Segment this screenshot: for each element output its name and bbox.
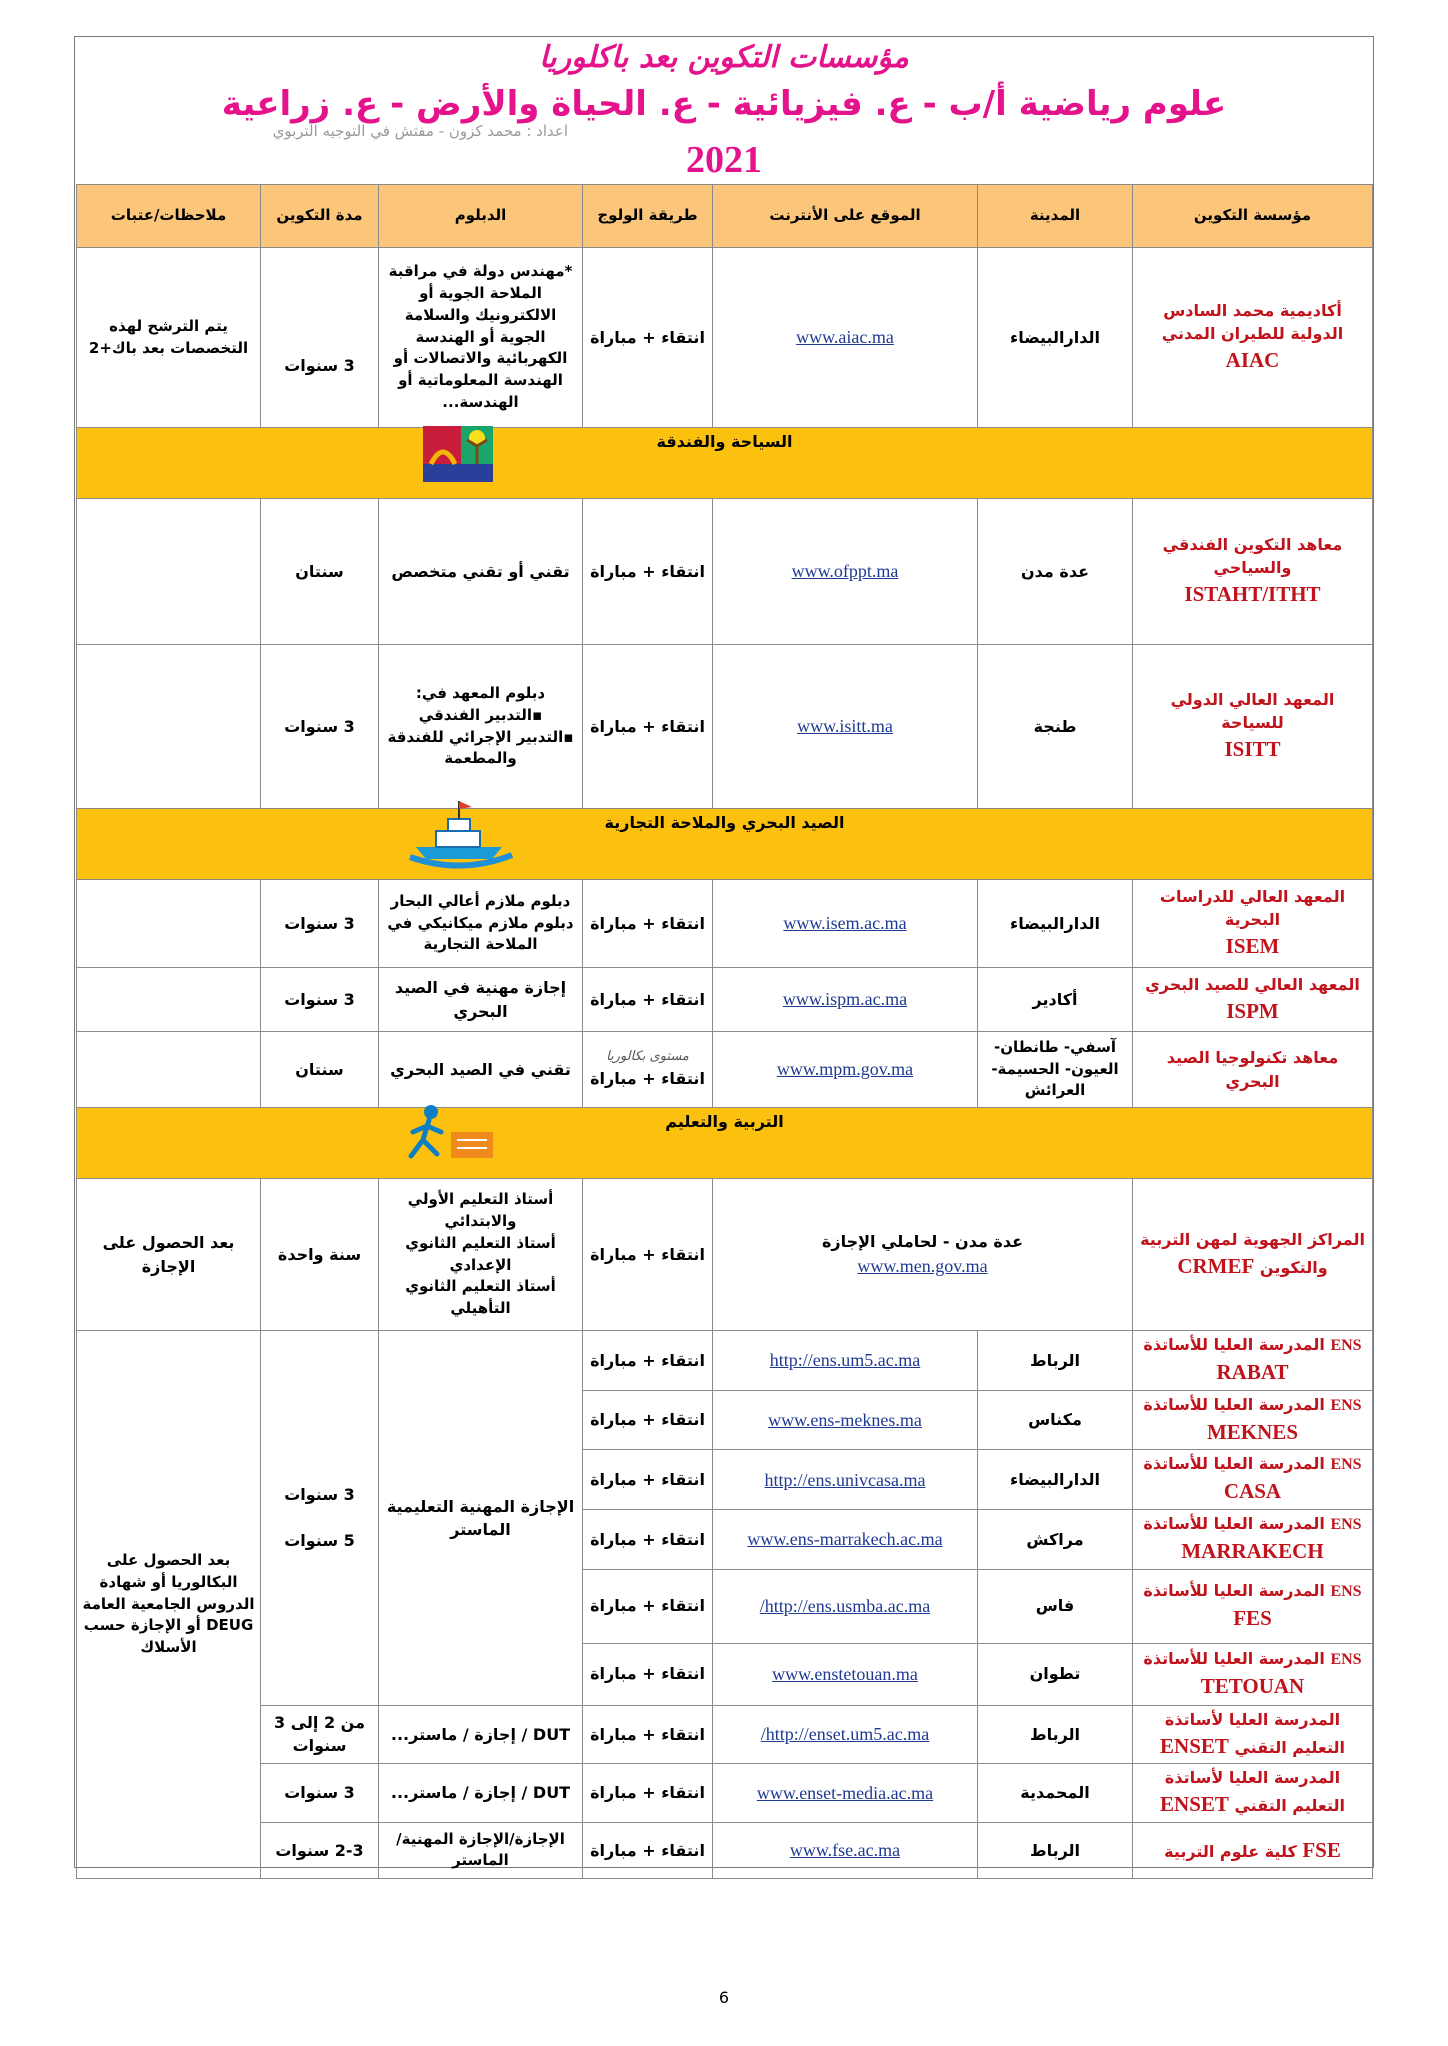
diploma-cell: تقني أو تقني متخصص [379, 499, 583, 645]
author-credit: اعداد : محمد كزون - مفتش في التوجيه التربوي [272, 122, 568, 140]
institution-cell: FSE كلية علوم التربية [1133, 1822, 1373, 1878]
city-cell: الرباط [978, 1331, 1133, 1391]
website-cell [713, 1643, 978, 1705]
access-cell: انتقاء + مباراة [583, 1822, 713, 1878]
city-cell: الدارالبيضاء [978, 1450, 1133, 1510]
website-link[interactable]: www.ens-marrakech.ac.ma [747, 1529, 943, 1550]
website-cell [713, 1390, 978, 1450]
city-cell: آسفي- طانطان- العيون- الحسيمة- العرائش [978, 1032, 1133, 1108]
table-row [77, 645, 1373, 809]
table-row [77, 1764, 1373, 1823]
table-row [77, 248, 1373, 428]
diploma-cell: دبلوم ملازم أعالي البحار دبلوم ملازم ميكانيكي في الملاحة التجارية [379, 880, 583, 968]
website-link[interactable]: http://ens.usmba.ac.ma/ [759, 1595, 931, 1616]
diploma-cell: الإجازة/الإجازة المهنية/الماستر [379, 1822, 583, 1878]
duration-cell: 3 سنوات [261, 1764, 379, 1823]
notes-cell: يتم الترشح لهذه التخصصات بعد باك+2 [77, 248, 261, 428]
website-link[interactable]: www.enstetouan.ma [772, 1663, 918, 1684]
diploma-cell: *مهندس دولة في مراقبة الملاحة الجوية أو الالكترونيك والسلامة الجوية أو الهندسة الكهربائية والاتصالات أو الهندسة المعلوماتية أو الهندسة... [379, 248, 583, 428]
access-cell: انتقاء + مباراة [583, 1569, 713, 1643]
col-notes: ملاحظات/عتبات [77, 185, 261, 248]
duration-cell: 3 سنوات [261, 248, 379, 428]
website-cell [713, 499, 978, 645]
city-cell: فاس [978, 1569, 1133, 1643]
institution-cell: المعهد العالي للدراسات البحرية ISEM [1133, 880, 1373, 968]
col-city: المدينة [978, 185, 1133, 248]
website-link[interactable]: http://ens.univcasa.ma [764, 1469, 926, 1490]
access-cell: مستوى بكالوريا انتقاء + مباراة [583, 1032, 713, 1108]
city-cell: الرباط [978, 1705, 1133, 1764]
website-cell [713, 1032, 978, 1108]
duration-cell: سنتان [261, 1032, 379, 1108]
website-link[interactable]: http://enset.um5.ac.ma/ [760, 1724, 930, 1745]
table-row [77, 499, 1373, 645]
institution-cell: ENS المدرسة العليا للأساتذة RABAT [1133, 1331, 1373, 1391]
website-cell [713, 1764, 978, 1823]
website-link[interactable]: www.isitt.ma [797, 716, 893, 737]
institution-cell: المراكز الجهوية لمهن التربية والتكوين CRMEF [1133, 1179, 1373, 1331]
page-subtitle: علوم رياضية أ/ب - ع. فيزيائية - ع. الحياة والأرض - ع. زراعية [221, 84, 1227, 124]
notes-cell [77, 1032, 261, 1108]
access-cell: انتقاء + مباراة [583, 1643, 713, 1705]
institution-cell: ENS المدرسة العليا للأساتذة MARRAKECH [1133, 1509, 1373, 1569]
table-header-row [77, 185, 1373, 248]
col-diploma: الدبلوم [379, 185, 583, 248]
duration-cell: 3 سنوات 5 سنوات [261, 1331, 379, 1706]
website-cell [713, 968, 978, 1032]
website-cell [713, 880, 978, 968]
access-cell: انتقاء + مباراة [583, 1331, 713, 1391]
city-cell: أكادير [978, 968, 1133, 1032]
notes-cell [77, 645, 261, 809]
website-link[interactable]: www.ofppt.ma [791, 561, 899, 582]
city-cell: الدارالبيضاء [978, 880, 1133, 968]
website-cell [713, 645, 978, 809]
website-cell [713, 1331, 978, 1391]
institution-cell: ENS المدرسة العليا للأساتذة CASA [1133, 1450, 1373, 1510]
section-tourism [77, 428, 1373, 499]
website-cell [713, 1569, 978, 1643]
section-label: الصيد البحري والملاحة التجارية [604, 813, 845, 832]
page-number: 6 [718, 1988, 730, 2007]
table-row [77, 1705, 1373, 1764]
city-cell: عدة مدن [978, 499, 1133, 645]
website-link[interactable]: http://ens.um5.ac.ma [769, 1350, 921, 1371]
access-cell: انتقاء + مباراة [583, 1509, 713, 1569]
website-cell [713, 248, 978, 428]
diploma-cell: إجازة مهنية في الصيد البحري [379, 968, 583, 1032]
institution-cell: معاهد التكوين الفندقي والسياحي ISTAHT/ITHT [1133, 499, 1373, 645]
col-institution: مؤسسة التكوين [1133, 185, 1373, 248]
diploma-cell: الإجازة المهنية التعليمية الماستر [379, 1331, 583, 1706]
title-block [76, 38, 1372, 184]
notes-cell [77, 499, 261, 645]
access-cell: انتقاء + مباراة [583, 1764, 713, 1823]
website-link[interactable]: www.men.gov.ma [857, 1256, 988, 1277]
institution-cell: المعهد العالي الدولي للسياحة ISITT [1133, 645, 1373, 809]
col-access: طريقة الولوج [583, 185, 713, 248]
duration-cell: 3 سنوات [261, 968, 379, 1032]
table-row [77, 1032, 1373, 1108]
table-row [77, 1331, 1373, 1391]
duration-cell: سنة واحدة [261, 1179, 379, 1331]
website-cell [713, 1450, 978, 1510]
website-cell [713, 1509, 978, 1569]
institution-cell: ENS المدرسة العليا للأساتذة TETOUAN [1133, 1643, 1373, 1705]
website-cell [713, 1822, 978, 1878]
city-cell: المحمدية [978, 1764, 1133, 1823]
city-website-cell: عدة مدن - لحاملي الإجازة www.men.gov.ma [713, 1179, 1133, 1331]
institution-cell: المعهد العالي للصيد البحري ISPM [1133, 968, 1373, 1032]
website-link[interactable]: www.fse.ac.ma [789, 1840, 901, 1861]
city-cell: الرباط [978, 1822, 1133, 1878]
table-row [77, 880, 1373, 968]
notes-cell [77, 968, 261, 1032]
notes-cell: بعد الحصول على البكالوريا أو شهادة الدروس الجامعية العامة DEUG أو الإجازة حسب الأسلاك [77, 1331, 261, 1879]
institutions-table [76, 184, 1373, 1879]
duration-cell: سنتان [261, 499, 379, 645]
institution-cell: أكاديمية محمد السادس الدولية للطيران المدني AIAC [1133, 248, 1373, 428]
access-cell: انتقاء + مباراة [583, 1390, 713, 1450]
website-link[interactable]: www.mpm.gov.ma [776, 1059, 914, 1080]
section-education [77, 1108, 1373, 1179]
website-cell [713, 1705, 978, 1764]
website-link[interactable]: www.enset-media.ac.ma [756, 1782, 934, 1803]
website-link[interactable]: www.ens-meknes.ma [768, 1409, 922, 1430]
access-cell: انتقاء + مباراة [583, 248, 713, 428]
duration-cell: 3 سنوات [261, 880, 379, 968]
section-label: التربية والتعليم [665, 1112, 784, 1131]
table-row [77, 968, 1373, 1032]
city-cell: الدارالبيضاء [978, 248, 1133, 428]
website-link[interactable]: www.ispm.ac.ma [782, 989, 908, 1010]
institution-cell: ENS المدرسة العليا للأساتذة MEKNES [1133, 1390, 1373, 1450]
col-website: الموقع على الأنترنت [713, 185, 978, 248]
access-cell: انتقاء + مباراة [583, 1179, 713, 1331]
section-maritime [77, 809, 1373, 880]
page-year: 2021 [686, 139, 762, 181]
diploma-cell: أستاذ التعليم الأولي والابتدائي أستاذ التعليم الثانوي الإعدادي أستاذ التعليم الثانوي التأهيلي [379, 1179, 583, 1331]
notes-cell: بعد الحصول على الإجازة [77, 1179, 261, 1331]
institution-cell: المدرسة العليا لأساتذة التعليم التقني ENSET [1133, 1764, 1373, 1823]
duration-cell: 2-3 سنوات [261, 1822, 379, 1878]
table-row [77, 1179, 1373, 1331]
website-link[interactable]: www.aiac.ma [796, 327, 894, 348]
website-link[interactable]: www.isem.ac.ma [783, 913, 907, 934]
ship-icon [406, 797, 516, 877]
duration-cell: 3 سنوات [261, 645, 379, 809]
runner-icon [401, 1102, 501, 1176]
institution-cell: معاهد تكنولوجيا الصيد البحري [1133, 1032, 1373, 1108]
page-title: مؤسسات التكوين بعد باكلوريا [539, 40, 909, 75]
access-cell: انتقاء + مباراة [583, 968, 713, 1032]
city-cell: تطوان [978, 1643, 1133, 1705]
institution-cell: المدرسة العليا لأساتذة التعليم التقني ENSET [1133, 1705, 1373, 1764]
access-cell: انتقاء + مباراة [583, 1450, 713, 1510]
col-duration: مدة التكوين [261, 185, 379, 248]
access-cell: انتقاء + مباراة [583, 880, 713, 968]
diploma-cell: تقني في الصيد البحري [379, 1032, 583, 1108]
access-cell: انتقاء + مباراة [583, 645, 713, 809]
section-label: السياحة والفندقة [656, 432, 793, 451]
institution-cell: ENS المدرسة العليا للأساتذة FES [1133, 1569, 1373, 1643]
table-row [77, 1822, 1373, 1878]
diploma-cell: DUT / إجازة / ماستر... [379, 1705, 583, 1764]
city-cell: مراكش [978, 1509, 1133, 1569]
tourism-icon [421, 420, 499, 490]
diploma-cell: DUT / إجازة / ماستر... [379, 1764, 583, 1823]
city-cell: طنجة [978, 645, 1133, 809]
duration-cell: من 2 إلى 3 سنوات [261, 1705, 379, 1764]
diploma-cell: دبلوم المعهد في: ▪التدبير الفندقي ▪التدبير الإجرائي للفندقة والمطعمة [379, 645, 583, 809]
notes-cell [77, 880, 261, 968]
city-cell: مكناس [978, 1390, 1133, 1450]
access-cell: انتقاء + مباراة [583, 499, 713, 645]
access-cell: انتقاء + مباراة [583, 1705, 713, 1764]
